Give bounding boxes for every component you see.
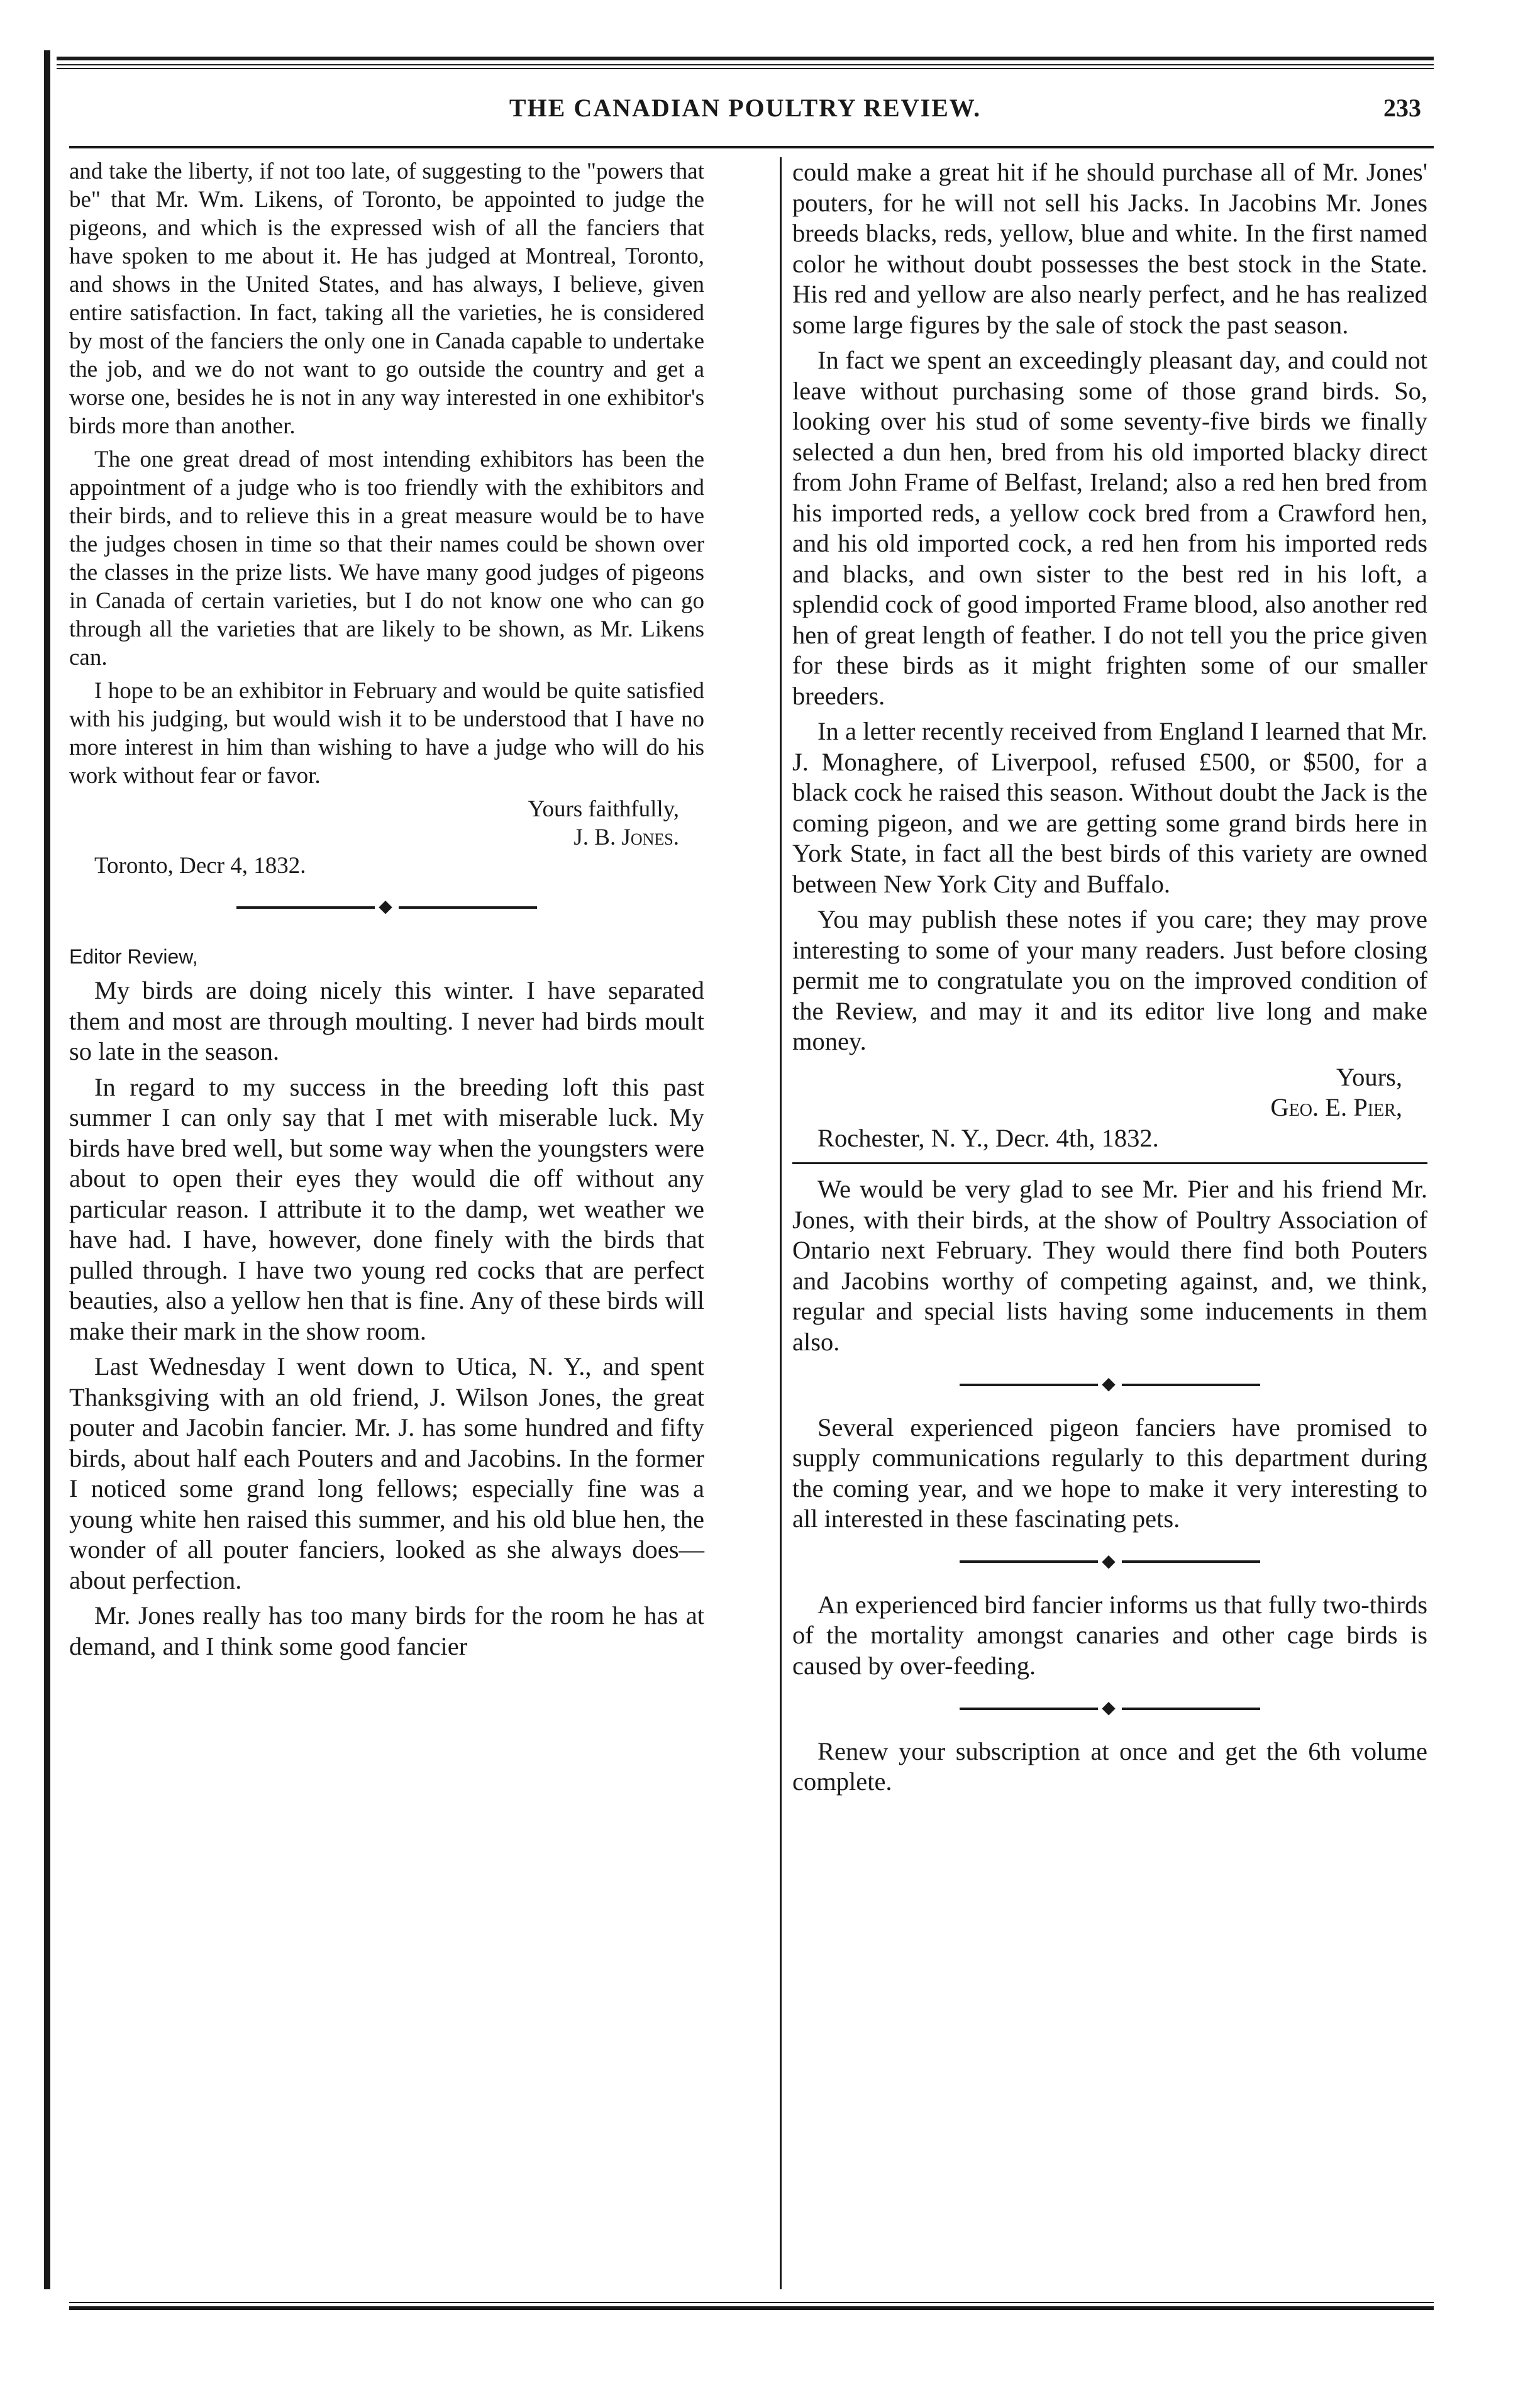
salutation: Editor Review, [69, 945, 198, 968]
paragraph: and take the liberty, if not too late, of suggesting to the "powers that be" that Mr. Wm. Likens, of Toronto, be appointed to judge the pigeons, and which is the expressed wish of all the fanciers that have spoken to me about it. He has judged at Montreal, Toronto, and shows in the United States, and has always, I believe, given entire satisfaction. In fact, taking all the varieties, he is considered by most of the fanciers the only one in Canada capable to undertake the job, and we do not want to go outside the country and get a worse one, besides he is not in any way interested in one exhibitor's birds more than another. [69, 158, 704, 439]
editorial-note: We would be very glad to see Mr. Pier and his friend Mr. Jones, with their birds, at the show of Poultry Association of Ontario next February. They would there find both Pouters and Jacobins worthy of competing against, and, we think, regular and special lists having some inducements in them also. [792, 1175, 1427, 1356]
letter-pier [69, 975, 704, 1662]
paragraph: could make a great hit if he should purchase all of Mr. Jones' pouters, for he will not sell his Jacks. In Jacobins Mr. Jones breeds blacks, reds, yellow, blue and white. In the first named color he without doubt possesses the best stock in the State. His red and yellow are also nearly perfect, and he has realized some large figures by the sale of stock the past season. [792, 158, 1427, 339]
right-column [792, 157, 1427, 1803]
separator-ornament: ◆ [792, 1369, 1427, 1400]
left-margin-rule [44, 50, 50, 2289]
header-rule [69, 146, 1434, 148]
section-rule [792, 1162, 1427, 1164]
place-date: Toronto, Decr 4, 1832. [94, 853, 306, 879]
paragraph: Last Wednesday I went down to Utica, N. Y., and spent Thanksgiving with an old friend, J. Wilson Jones, the great pouter and Jacobin fancier. Mr. J. has some hundred and fifty birds, about half each Pouters and and Jacobins. In the former I noticed some grand long fellows; especially fine was a young white hen raised this summer, and his old blue hen, the wonder of all pouter fanciers, looked as she always does—about perfection. [69, 1352, 704, 1594]
place-date: Rochester, N. Y., Decr. 4th, 1832. [817, 1123, 1159, 1152]
closing: Yours faithfully, [528, 796, 679, 822]
paragraph: The one great dread of most intending exhibitors has been the appointment of a judge who is too friendly with the exhibitors and their birds, and to relieve this in a great measure would be to have the judges chosen in time so that their names could be shown over the classes in the prize lists. We have many good judges of pigeons in Canada of certain varieties, but I do not know one who can go through all the varieties that are likely to be shown, as Mr. Likens can. [69, 447, 704, 670]
letter-jones [69, 157, 704, 880]
paragraph: In a letter recently received from England I learned that Mr. J. Monaghere, of Liverpool, refused £500, or $500, for a black cock he raised this season. Without doubt the Jack is the coming pigeon, and we are getting some grand birds here in York State, in fact all the best birds of this variety are owned between New York City and Buffalo. [792, 717, 1427, 898]
paragraph: My birds are doing nicely this winter. I have separated them and most are through moulting. I never had birds moult so late in the season. [69, 976, 704, 1066]
paragraph: In fact we spent an exceedingly pleasant day, and could not leave without purchasing some of those grand birds. So, looking over his stud of some seventy-five birds we finally selected a dun hen, bred from his old imported blacky direct from John Frame of Belfast, Ireland; also a red hen bred from his imported reds, a yellow cock bred from a Crawford hen, and his old imported cock, a red hen from his imported reds and blacks, and own sister to the best red in his loft, a splendid cock of good imported Frame blood, also another red hen of great length of feather. I do not tell you the price given for these birds as it might frighten some of our smaller breeders. [792, 346, 1428, 710]
top-rules [57, 57, 1434, 69]
editorial-note: Renew your subscription at once and get the 6th volume complete. [792, 1736, 1427, 1796]
closing: Yours, [1336, 1062, 1402, 1091]
separator-ornament: ◆ [792, 1692, 1427, 1724]
signature: Geo. E. Pier, [1270, 1093, 1402, 1121]
signature: J. B. Jones. [573, 825, 679, 850]
page-header [57, 88, 1434, 132]
paragraph: I hope to be an exhibitor in February and would be quite satisfied with his judging, but would wish it to be understood that I have no more interest in him than wishing to have a judge who will do his work without fear or favor. [69, 678, 704, 789]
page-number: 233 [1383, 94, 1421, 122]
bottom-rules [69, 2302, 1434, 2310]
separator-ornament: ◆ [69, 891, 704, 923]
paragraph: Mr. Jones really has too many birds for the room he has at demand, and I think some good fancier [69, 1601, 704, 1660]
editorial-note: An experienced bird fancier informs us that fully two-thirds of the mortality amongst canaries and other cage birds is caused by over-feeding. [792, 1590, 1427, 1680]
column-divider [780, 157, 782, 2289]
paragraph: You may publish these notes if you care; they may prove interesting to some of your many readers. Just before closing permit me to congratulate you on the improved condition of the Review, and may it and its editor live long and make money. [792, 905, 1427, 1055]
left-column [69, 157, 704, 1667]
separator-ornament: ◆ [792, 1546, 1427, 1577]
paragraph: In regard to my success in the breeding loft this past summer I can only say that I met with miserable luck. My birds have bred well, but some way when the youngsters were about to open their eyes they would die off without any particular reason. I attribute it to the damp, wet weather we have had. I have, however, done finely with the birds that pulled through. I have two young red cocks that are perfect beauties, also a yellow hen that is fine. Any of these birds will make their mark in the show room. [69, 1072, 704, 1345]
journal-title: THE CANADIAN POULTRY REVIEW. [509, 94, 982, 122]
editorial-note: Several experienced pigeon fanciers have promised to supply communications regularly to this department during the coming year, and we hope to make it very interesting to all interested in these fascinating pets. [792, 1413, 1427, 1533]
